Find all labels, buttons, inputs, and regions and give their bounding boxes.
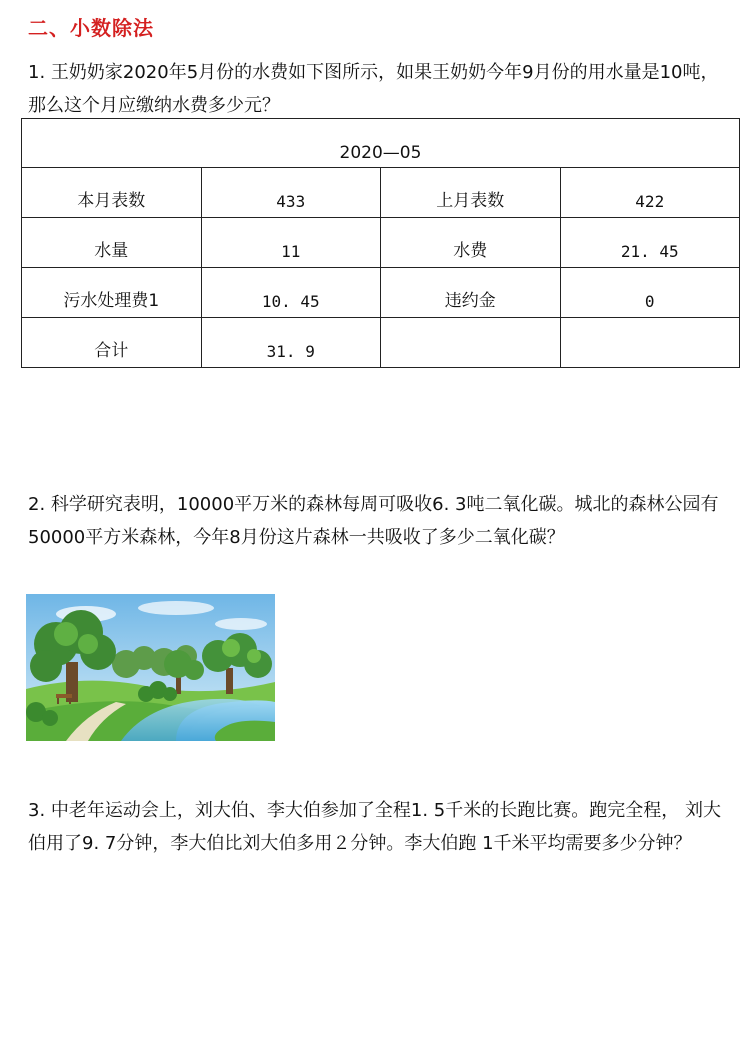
table-row [22, 218, 740, 268]
table-cell: 违约金 [381, 268, 561, 318]
table-cell: 10. 45 [201, 268, 381, 318]
table-cell: 合计 [22, 318, 202, 368]
table-row [22, 168, 740, 218]
section-title: 二、小数除法 [28, 16, 154, 40]
bill-header: 2020—05 [22, 119, 740, 168]
question-3-text: 3. 中老年运动会上，刘大伯、李大伯参加了全程1. 5千米的长跑比赛。跑完全程， 刘大伯用了9. 7分钟，李大伯比刘大伯多用２分钟。李大伯跑 1千米平均需要多少分钟？ [28, 800, 721, 854]
table-cell: 31. 9 [201, 318, 381, 368]
question-2-text: 2. 科学研究表明，10000平万米的森林每周可吸收6. 3吨二氧化碳。城北的森林公园有50000平方米森林，今年8月份这片森林一共吸收了多少二氧化碳？ [28, 494, 719, 548]
forest-illustration-icon [26, 594, 275, 741]
table-cell: 本月表数 [22, 168, 202, 218]
table-cell [381, 318, 561, 368]
table-cell: 污水处理费1 [22, 268, 202, 318]
forest-park-illustration [26, 594, 275, 741]
table-row [22, 318, 740, 368]
table-row [22, 268, 740, 318]
table-cell: 422 [560, 168, 740, 218]
table-cell: 21. 45 [560, 218, 740, 268]
table-cell: 11 [201, 218, 381, 268]
table-cell: 上月表数 [381, 168, 561, 218]
table-cell: 水量 [22, 218, 202, 268]
table-cell: 0 [560, 268, 740, 318]
table-cell [560, 318, 740, 368]
table-cell: 433 [201, 168, 381, 218]
water-bill-table [21, 118, 740, 368]
question-1-text: 1. 王奶奶家2020年5月份的水费如下图所示，如果王奶奶今年9月份的用水量是10吨，那么这个月应缴纳水费多少元？ [28, 62, 719, 116]
table-cell: 水费 [381, 218, 561, 268]
